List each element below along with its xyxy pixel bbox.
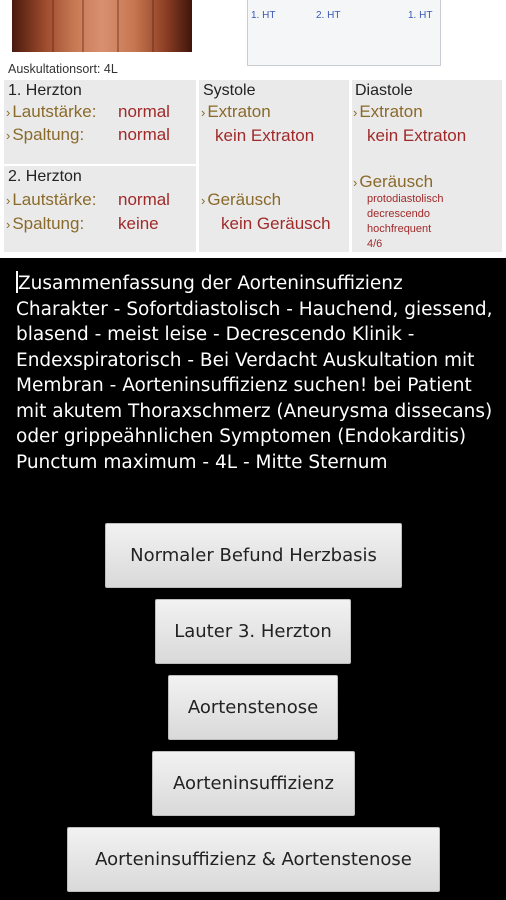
lauter-3-herzton-button[interactable]: Lauter 3. Herzton <box>155 599 351 664</box>
herzton1-title: 1. Herzton <box>8 82 82 99</box>
aortenstenose-button[interactable]: Aortenstenose <box>168 675 338 740</box>
graph-label-1ht-second: 1. HT <box>408 10 433 21</box>
systole-geraeusch-label: › Geräusch <box>201 190 282 209</box>
arrow-icon: › <box>201 193 206 208</box>
diastole-title: Diastole <box>355 82 413 99</box>
diastole-extraton-label: › Extraton <box>353 102 423 121</box>
herzton2-spaltung-value: keine <box>118 214 159 233</box>
arrow-icon: › <box>201 105 206 120</box>
herzton2-lautstaerke-label: › Lautstärke: <box>6 190 97 209</box>
auscultation-site: Auskultationsort: 4L <box>8 62 118 76</box>
herzton2-spaltung-label: › Spaltung: <box>6 214 85 233</box>
systole-extraton-value: kein Extraton <box>215 126 315 145</box>
diastole-geraeusch-detail: decrescendo <box>367 208 430 220</box>
herzton2-title: 2. Herzton <box>8 168 82 185</box>
graph-label-1ht: 1. HT <box>251 10 276 21</box>
herzton1-lautstaerke-label: › Lautstärke: <box>6 102 97 121</box>
diastole-cell <box>352 80 502 252</box>
summary-text[interactable]: Zusammenfassung der Aorteninsuffizienz Charakter - Sofortdiastolisch - Hauchend, giessend, blasend - meist leise - Decrescendo Klinik - Endexspiratorisch - Bei Verdacht Auskultation mit Membran - Aorteninsuffizienz suchen! bei Patient mit akutem Thoraxschmerz (Aneurysma dissecans) oder grippeähnlichen Symptomen (Endokarditis) Punctum maximum - 4L - Mitte Sternum <box>16 273 493 473</box>
auscultation-photo <box>12 0 192 52</box>
arrow-icon: › <box>6 217 11 232</box>
graph-label-2ht: 2. HT <box>316 10 341 21</box>
diastole-geraeusch-detail: protodiastolisch <box>367 193 444 205</box>
herzton1-lautstaerke-value: normal <box>118 102 170 121</box>
normaler-befund-button[interactable]: Normaler Befund Herzbasis <box>105 523 402 588</box>
systole-extraton-label: › Extraton <box>201 102 271 121</box>
herzton2-cell <box>4 166 196 252</box>
diastole-geraeusch-detail: hochfrequent <box>367 223 432 235</box>
aorteninsuffizienz-button[interactable]: Aorteninsuffizienz <box>152 751 355 816</box>
phonocardiogram-box <box>247 0 441 66</box>
diastole-geraeusch-label: › Geräusch <box>353 172 434 191</box>
systole-geraeusch-value: kein Geräusch <box>221 214 331 233</box>
arrow-icon: › <box>6 193 11 208</box>
systole-title: Systole <box>203 82 256 99</box>
aorteninsuffizienz-aortenstenose-button[interactable]: Aorteninsuffizienz & Aortenstenose <box>67 827 440 892</box>
diastole-geraeusch-detail: 4/6 <box>367 238 383 250</box>
herzton1-cell <box>4 80 196 164</box>
diastole-extraton-value: kein Extraton <box>367 126 467 145</box>
arrow-icon: › <box>353 105 358 120</box>
heart-sound-panel <box>0 0 506 258</box>
herzton2-lautstaerke-value: normal <box>118 190 170 209</box>
herzton1-spaltung-label: › Spaltung: <box>6 125 85 144</box>
herzton1-spaltung-value: normal <box>118 125 170 144</box>
arrow-icon: › <box>353 175 358 190</box>
systole-cell <box>199 80 349 252</box>
arrow-icon: › <box>6 128 11 143</box>
arrow-icon: › <box>6 105 11 120</box>
